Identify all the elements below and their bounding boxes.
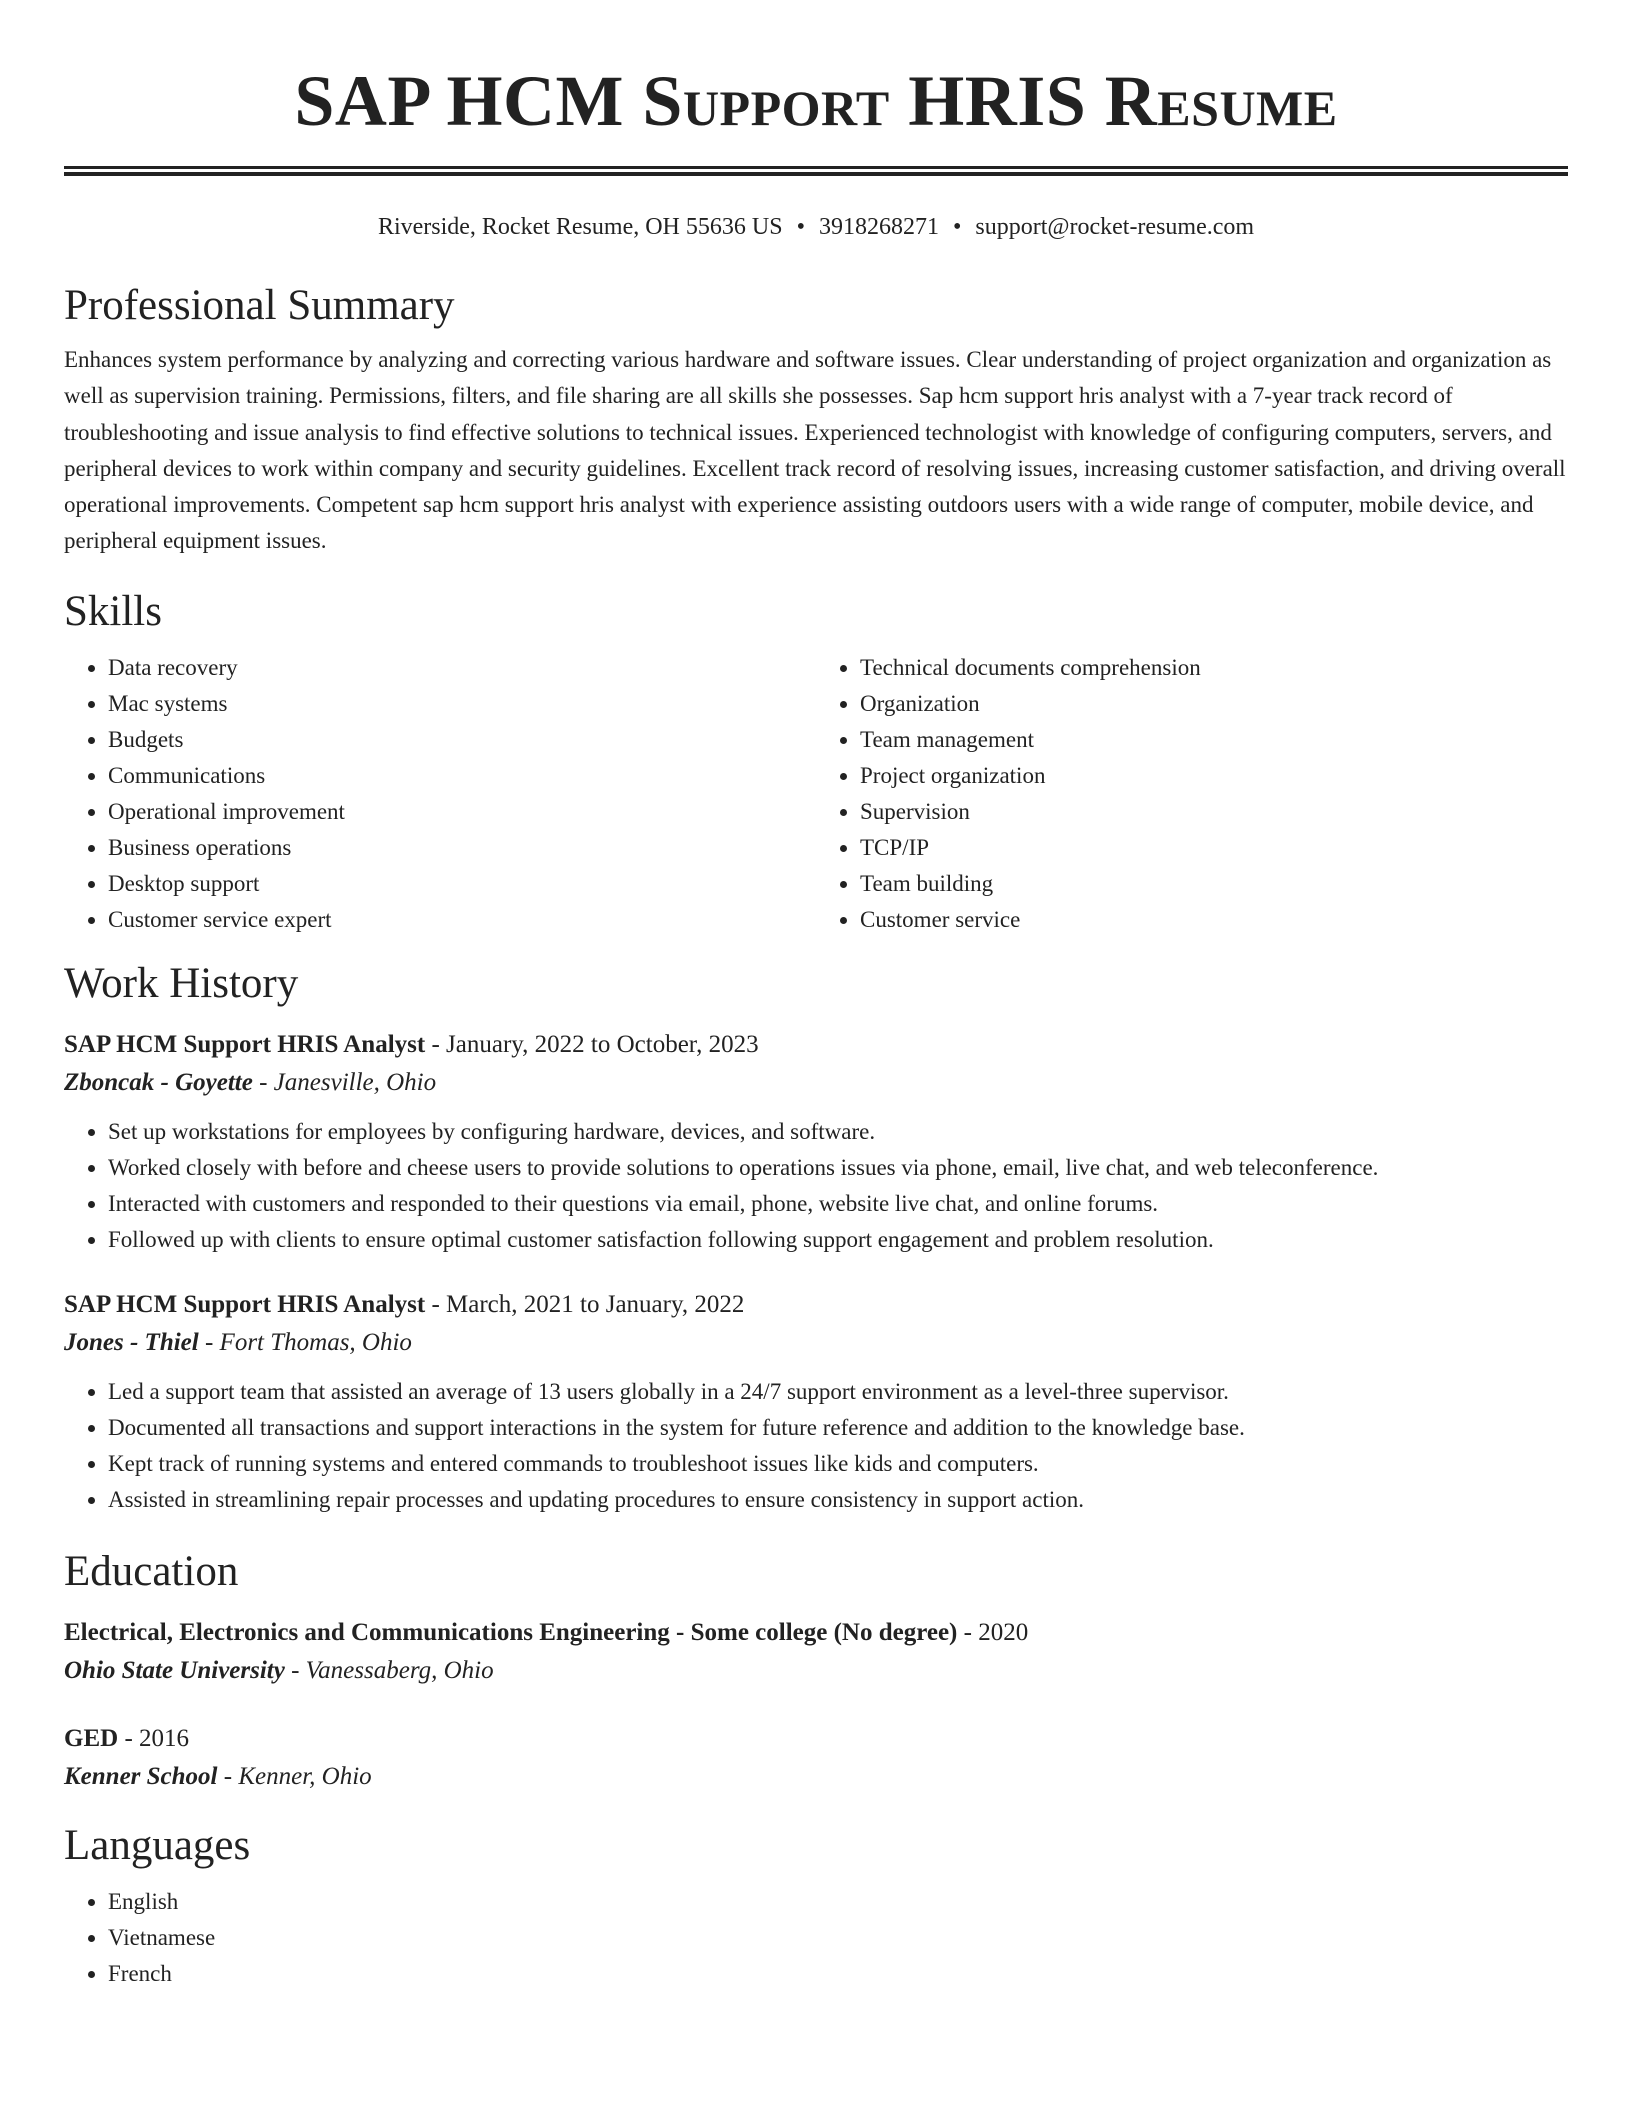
resume-title: SAP HCM Support HRIS Resume xyxy=(294,61,1338,141)
education-degree: GED xyxy=(64,1724,119,1752)
education-header xyxy=(64,1720,1568,1758)
dash: - xyxy=(425,1290,447,1318)
job-bullet: • Set up workstations for employees by configuring hardware, devices, and software. xyxy=(108,1114,1568,1150)
contact-address: Riverside, Rocket Resume, OH 55636 US xyxy=(377,214,783,240)
contact-phone: 3918268271 xyxy=(818,214,939,240)
skill-item: • Customer service xyxy=(860,902,1568,938)
education-entry xyxy=(64,1614,1568,1690)
job-bullet: • Led a support team that assisted an average of 13 users globally in a 24/7 support environment as a level-three supervisor. xyxy=(108,1374,1568,1410)
job-bullet: • Interacted with customers and responded to their questions via email, phone, website live chat, and online forums. xyxy=(108,1186,1568,1222)
job-company: Jones - Thiel xyxy=(64,1328,199,1356)
job-bullet: • Followed up with clients to ensure optimal customer satisfaction following support engagement and problem resolution. xyxy=(108,1222,1568,1258)
contact-email: support@rocket-resume.com xyxy=(975,214,1255,240)
dash: - xyxy=(217,1762,239,1790)
skill-item: • Organization xyxy=(860,686,1568,722)
education-degree: Electrical, Electronics and Communications Engineering - Some college (No degree) xyxy=(64,1618,958,1646)
education-school: Kenner School xyxy=(64,1762,218,1790)
skill-item: • Project organization xyxy=(860,758,1568,794)
education-location: Vanessaberg, Ohio xyxy=(305,1656,494,1684)
skills-list-right xyxy=(816,650,1568,938)
job-header xyxy=(64,1286,1568,1324)
skills-list-left xyxy=(64,650,816,938)
dash: - xyxy=(118,1724,140,1752)
dash: - xyxy=(252,1068,274,1096)
skill-item: • Operational improvement xyxy=(108,794,816,830)
job-entry xyxy=(64,1026,1568,1258)
title-divider xyxy=(64,166,1568,176)
contact-separator: • xyxy=(796,214,805,240)
education-entry xyxy=(64,1720,1568,1796)
skill-item: • Team management xyxy=(860,722,1568,758)
skill-item: • TCP/IP xyxy=(860,830,1568,866)
job-location: Fort Thomas, Ohio xyxy=(219,1328,412,1356)
education-year: 2020 xyxy=(978,1618,1029,1646)
job-employer xyxy=(64,1064,1568,1102)
skill-item: • Data recovery xyxy=(108,650,816,686)
contact-separator: • xyxy=(952,214,962,240)
contact-line xyxy=(64,212,1568,242)
job-bullet: • Documented all transactions and support interactions in the system for future reference and addition to the knowledge base. xyxy=(108,1410,1568,1446)
skill-item: • Mac systems xyxy=(108,686,816,722)
education-school-line xyxy=(64,1652,1568,1690)
skill-item: • Technical documents comprehension xyxy=(860,650,1568,686)
job-dates: January, 2022 to October, 2023 xyxy=(446,1030,759,1058)
languages-list xyxy=(64,1884,1568,1992)
language-item: • Vietnamese xyxy=(108,1920,1568,1956)
job-bullet: • Worked closely with before and cheese users to provide solutions to operations issues via phone, email, live chat, and web teleconference. xyxy=(108,1150,1568,1186)
work-history-heading: Work History xyxy=(64,959,299,1007)
skill-item: • Team building xyxy=(860,866,1568,902)
education-location: Kenner, Ohio xyxy=(238,1762,372,1790)
job-bullet: • Assisted in streamlining repair processes and updating procedures to ensure consistency in support action. xyxy=(108,1482,1568,1518)
job-bullets xyxy=(64,1114,1568,1258)
education-header xyxy=(64,1614,1568,1652)
dash: - xyxy=(957,1618,979,1646)
summary-heading: Professional Summary xyxy=(64,282,455,329)
skill-item: • Business operations xyxy=(108,830,816,866)
job-bullet: • Kept track of running systems and entered commands to troubleshoot issues like kids and computers. xyxy=(108,1446,1568,1482)
skills-heading: Skills xyxy=(64,587,162,635)
education-school: Ohio State University xyxy=(64,1656,285,1684)
languages-heading: Languages xyxy=(64,1821,251,1869)
education-school-line xyxy=(64,1758,1568,1796)
skill-item: • Communications xyxy=(108,758,816,794)
job-header xyxy=(64,1026,1568,1064)
job-title: SAP HCM Support HRIS Analyst xyxy=(64,1030,426,1058)
job-employer xyxy=(64,1324,1568,1362)
skills-columns xyxy=(64,650,1568,938)
education-heading: Education xyxy=(64,1547,239,1595)
skill-item: • Supervision xyxy=(860,794,1568,830)
skill-item: • Customer service expert xyxy=(108,902,816,938)
dash: - xyxy=(284,1656,306,1684)
skill-item: • Budgets xyxy=(108,722,816,758)
job-location: Janesville, Ohio xyxy=(273,1068,437,1096)
job-dates: March, 2021 to January, 2022 xyxy=(446,1290,745,1318)
job-entry xyxy=(64,1286,1568,1518)
job-title: SAP HCM Support HRIS Analyst xyxy=(64,1290,426,1318)
job-bullets xyxy=(64,1374,1568,1518)
summary-text: Enhances system performance by analyzing and correcting various hardware and software issues. Clear understanding of project organization and organization as well as supervision training. Permissions, filters, and file sharing are all skills she possesses. Sap hcm support hris analyst with a 7-year track record of troubleshooting and issue analysis to find effective solutions to technical issues. Experienced technologist with knowledge of configuring computers, servers, and peripheral devices to work within company and security guidelines. Excellent track record of resolving issues, increasing customer satisfaction, and driving overall operational improvements. Competent sap hcm support hris analyst with experience assisting outdoors users with a wide range of computer, mobile device, and peripheral equipment issues. xyxy=(64,347,1566,554)
skill-item: • Desktop support xyxy=(108,866,816,902)
language-item: • French xyxy=(108,1956,1568,1992)
language-item: • English xyxy=(108,1884,1568,1920)
education-year: 2016 xyxy=(139,1724,190,1752)
job-company: Zboncak - Goyette xyxy=(64,1068,253,1096)
dash: - xyxy=(425,1030,447,1058)
dash: - xyxy=(198,1328,220,1356)
